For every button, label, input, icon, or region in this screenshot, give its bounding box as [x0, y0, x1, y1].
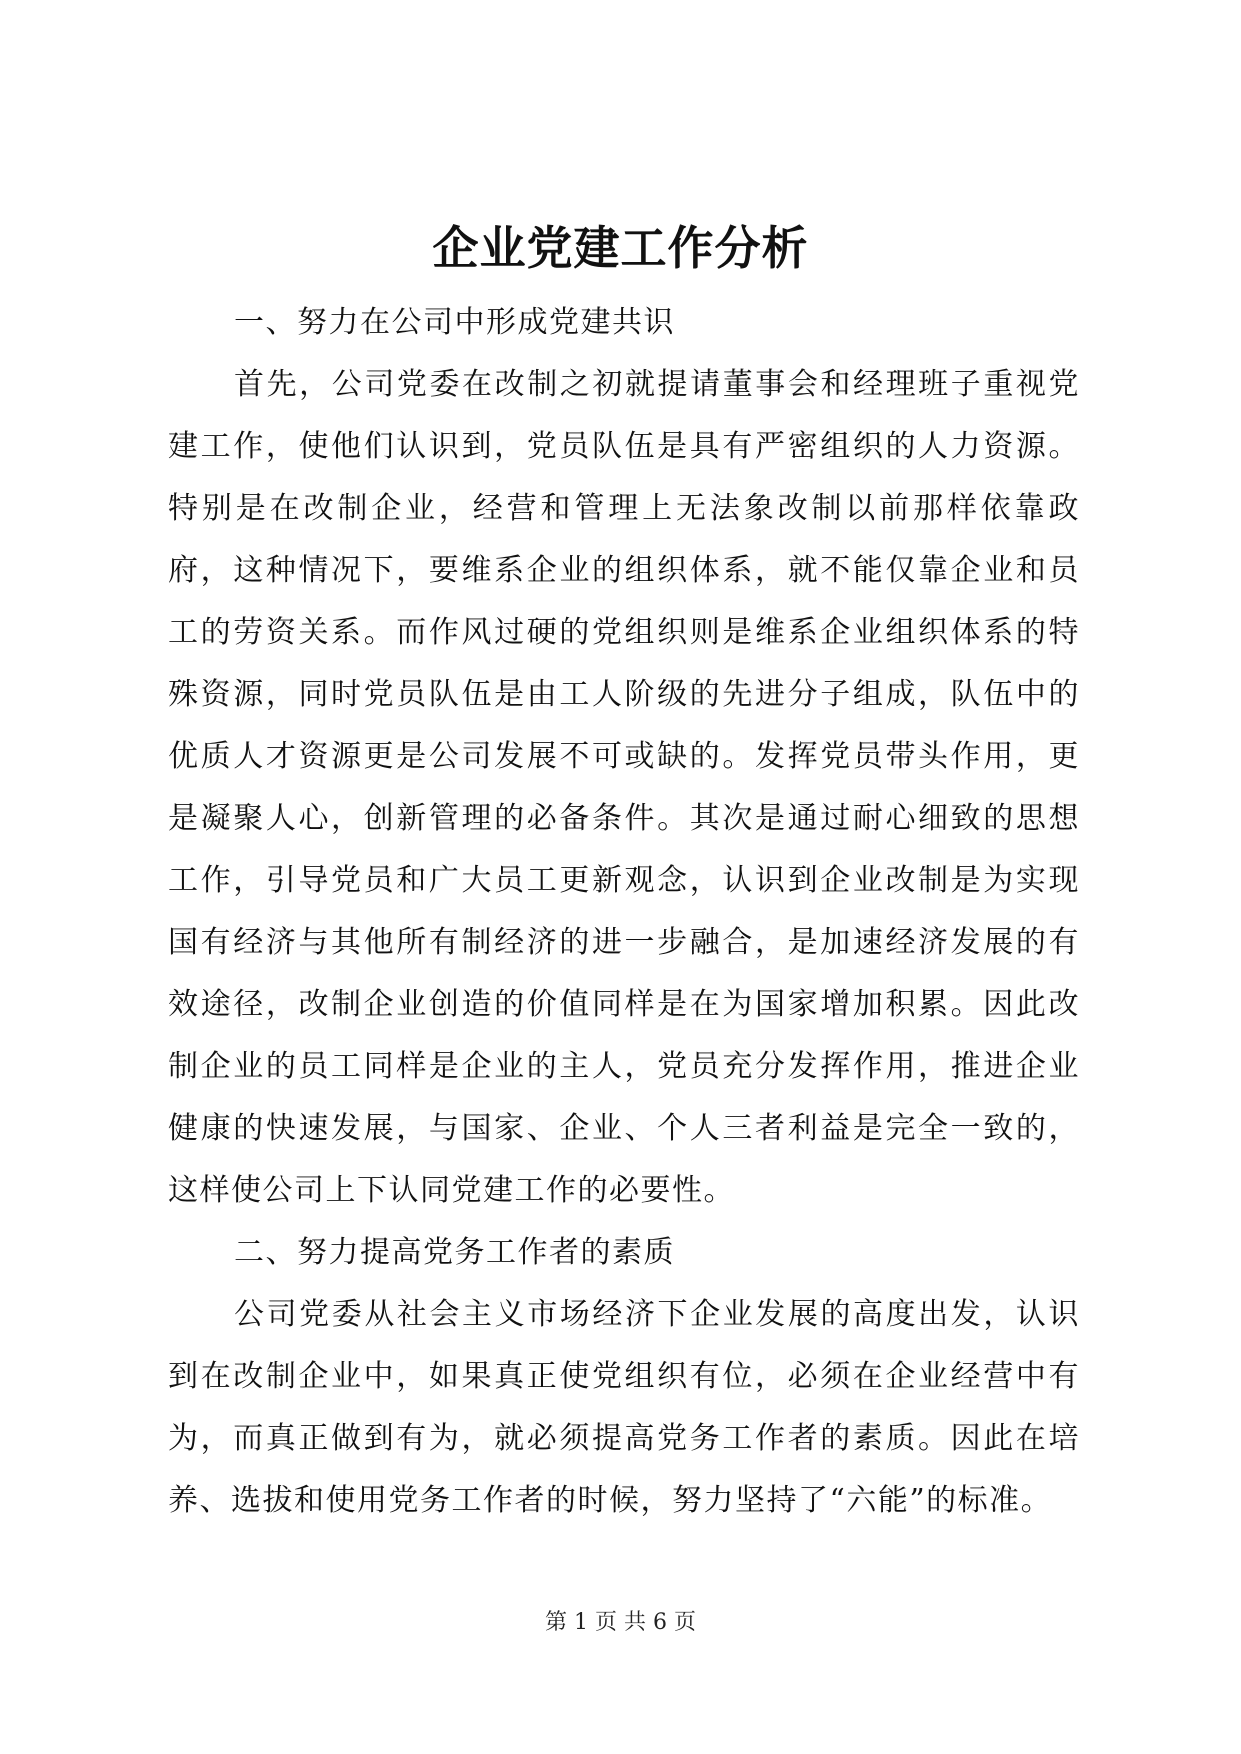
page-number-footer: 第 1 页 共 6 页: [545, 1610, 696, 1635]
section-paragraph-1: 首先，公司党委在改制之初就提请董事会和经理班子重视党建工作，使他们认识到，党员队伍是具有严密组织的人力资源。特别是在改制企业，经营和管理上无法象改制以前那样依靠政府，这种情况下，要维系企业的组织体系，就不能仅靠企业和员工的劳资关系。而作风过硬的党组织则是维系企业组织体系的特殊资源，同时党员队伍是由工人阶级的先进分子组成，队伍中的优质人才资源更是公司发展不可或缺的。发挥党员带头作用，更是凝聚人心，创新管理的必备条件。其次是通过耐心细致的思想工作，引导党员和广大员工更新观念，认识到企业改制是为实现国有经济与其他所有制经济的进一步融合，是加速经济发展的有效途径，改制企业创造的价值同样是在为国家增加积累。因此改制企业的员工同样是企业的主人，党员充分发挥作用，推进企业健康的快速发展，与国家、企业、个人三者利益是完全一致的，这样使公司上下认同党建工作的必要性。: [168, 367, 1080, 1208]
document-title: 企业党建工作分析: [432, 221, 809, 275]
section-paragraph-2: 公司党委从社会主义市场经济下企业发展的高度出发，认识到在改制企业中，如果真正使党组织有位，必须在企业经营中有为，而真正做到有为，就必须提高党务工作者的素质。因此在培养、选拔和使用党务工作者的时候，努力坚持了“六能”的标准。: [168, 1297, 1080, 1518]
section-heading-2: 二、努力提高党务工作者的素质: [234, 1235, 675, 1270]
section-heading-1: 一、努力在公司中形成党建共识: [234, 305, 675, 340]
document-body: [168, 292, 1080, 1532]
